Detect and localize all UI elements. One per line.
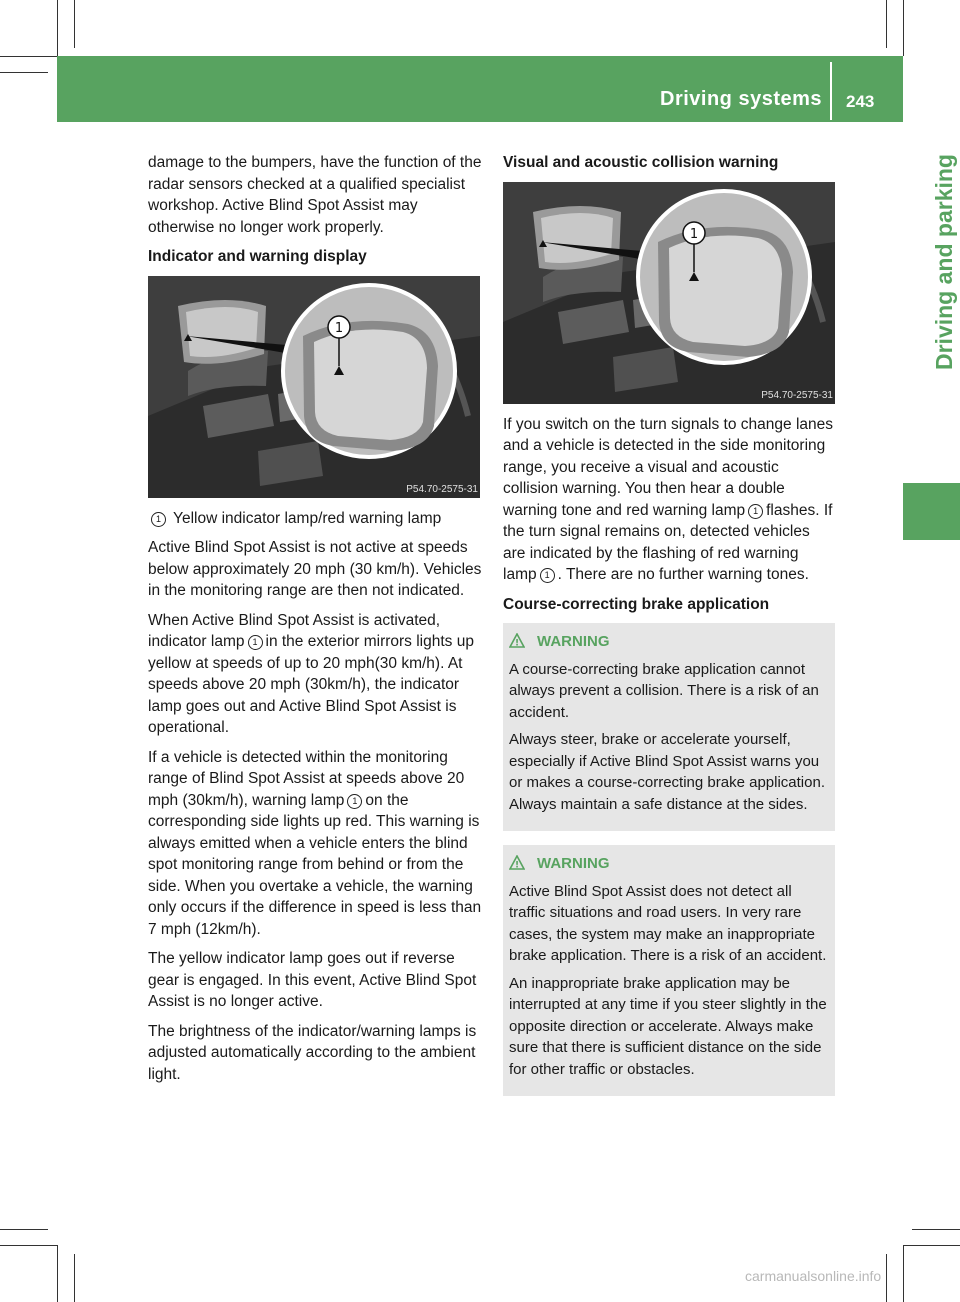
callout-number: 1 <box>151 512 166 527</box>
callout-number: 1 <box>748 504 763 519</box>
intro-paragraph: damage to the bumpers, have the function of the radar sensors checked at a qualified specialist workshop. Active Blind Spot Assist may otherwise no longer work properly. <box>148 154 482 236</box>
right-column <box>503 152 835 1108</box>
mirror-illustration <box>148 276 480 498</box>
crop-mark <box>74 1254 75 1302</box>
paragraph: When Active Blind Spot Assist is activated, indicator lamp 1 in the exterior mirrors lights up yellow at speeds of up to 20 mph(30 km/h). At speeds above 20 mph (30km/h), the indicator lamp goes out and Active Blind Spot Assist is operational. <box>148 611 474 736</box>
paragraph: The yellow indicator lamp goes out if reverse gear is engaged. In this event, Active Blind Spot Assist is no longer active. <box>148 950 477 1010</box>
crop-mark <box>903 0 904 56</box>
crop-mark <box>903 1245 904 1302</box>
crop-mark <box>886 1254 887 1302</box>
warning-heading: ! WARNING <box>509 853 827 877</box>
chapter-label: Driving and parking <box>931 154 957 370</box>
crop-mark <box>886 0 887 48</box>
heading-brake-application: Course-correcting brake application <box>503 595 770 613</box>
crop-mark <box>0 1229 48 1230</box>
legend-text: Yellow indicator lamp/red warning lamp <box>173 509 442 527</box>
svg-text:1: 1 <box>689 226 699 242</box>
callout-number: 1 <box>540 568 555 583</box>
warning-heading: ! WARNING <box>509 631 827 655</box>
crop-mark <box>0 1245 57 1246</box>
heading-collision-warning: Visual and acoustic collision warning <box>503 154 779 171</box>
warning-text: An inappropriate brake application may be interrupted at any time if you steer slightly in the opposite direction or accelerate. Always make sure that there is sufficient distance on the side for other traffic or obstacles. <box>509 974 827 1078</box>
figure-legend <box>148 508 482 530</box>
page-number: 243 <box>846 92 875 111</box>
warning-text: Always steer, brake or accelerate yourself, especially if Active Blind Spot Assist warns you or makes a course-correcting brake application. Always maintain a safe distance at the sides. <box>509 731 825 813</box>
crop-mark <box>903 1245 960 1246</box>
chapter-marker <box>903 483 960 540</box>
warning-text: Active Blind Spot Assist does not detect all traffic situations and road users. In very rare cases, the system may make an inappropriate brake application. There is a risk of an accident. <box>509 882 827 964</box>
paragraph: If you switch on the turn signals to change lanes and a vehicle is detected in the side monitoring range, you receive a visual and acoustic collision warning. You then hear a double warning tone and red warning lamp 1 flashes. If the turn signal remains on, detected vehicles are indicated by the flashing of red warning lamp 1 . There are no further warning tones. <box>503 415 834 583</box>
warning-text: A course-correcting brake application cannot always prevent a collision. There is a risk of an accident. <box>509 660 819 721</box>
callout-number: 1 <box>248 635 263 650</box>
warning-box <box>503 623 835 831</box>
callout-number: 1 <box>347 794 362 809</box>
crop-mark <box>57 1245 58 1302</box>
svg-text:!: ! <box>514 638 520 648</box>
crop-mark <box>0 56 57 57</box>
crop-mark <box>0 72 48 73</box>
warning-triangle-icon <box>509 633 527 655</box>
section-title: Driving systems <box>660 88 823 110</box>
warning-triangle-icon <box>509 855 527 877</box>
paragraph: The brightness of the indicator/warning lamps is adjusted automatically according to the ambient light. <box>148 1022 477 1083</box>
watermark: carmanualsonline.info <box>745 1268 882 1284</box>
crop-mark <box>912 1229 960 1230</box>
warning-box <box>503 845 835 1096</box>
crop-mark <box>74 0 75 48</box>
svg-text:!: ! <box>514 860 520 870</box>
heading-indicator-display: Indicator and warning display <box>148 248 367 265</box>
svg-text:P54.70-2575-31: P54.70-2575-31 <box>406 483 478 495</box>
left-column <box>148 152 482 1093</box>
mirror-figure <box>148 276 480 498</box>
paragraph: If a vehicle is detected within the monitoring range of Blind Spot Assist at speeds above 20 mph (30km/h), warning lamp 1 on the corresponding side lights up red. This warning is always emitted when a vehicle enters the blind spot monitoring range from behind or from the side. When you overtake a vehicle, the warning only occurs if the difference in speed is less than 7 mph (12km/h). <box>148 748 482 938</box>
header-separator <box>830 62 832 120</box>
mirror-figure-2 <box>503 182 835 404</box>
mirror-illustration <box>503 182 835 404</box>
paragraph: Active Blind Spot Assist is not active at speeds below approximately 20 mph (30 km/h). Vehicles in the monitoring range are then not indicated. <box>148 539 482 599</box>
svg-text:P54.70-2575-31: P54.70-2575-31 <box>761 389 833 401</box>
crop-mark <box>57 0 58 56</box>
svg-text:1: 1 <box>334 320 344 336</box>
